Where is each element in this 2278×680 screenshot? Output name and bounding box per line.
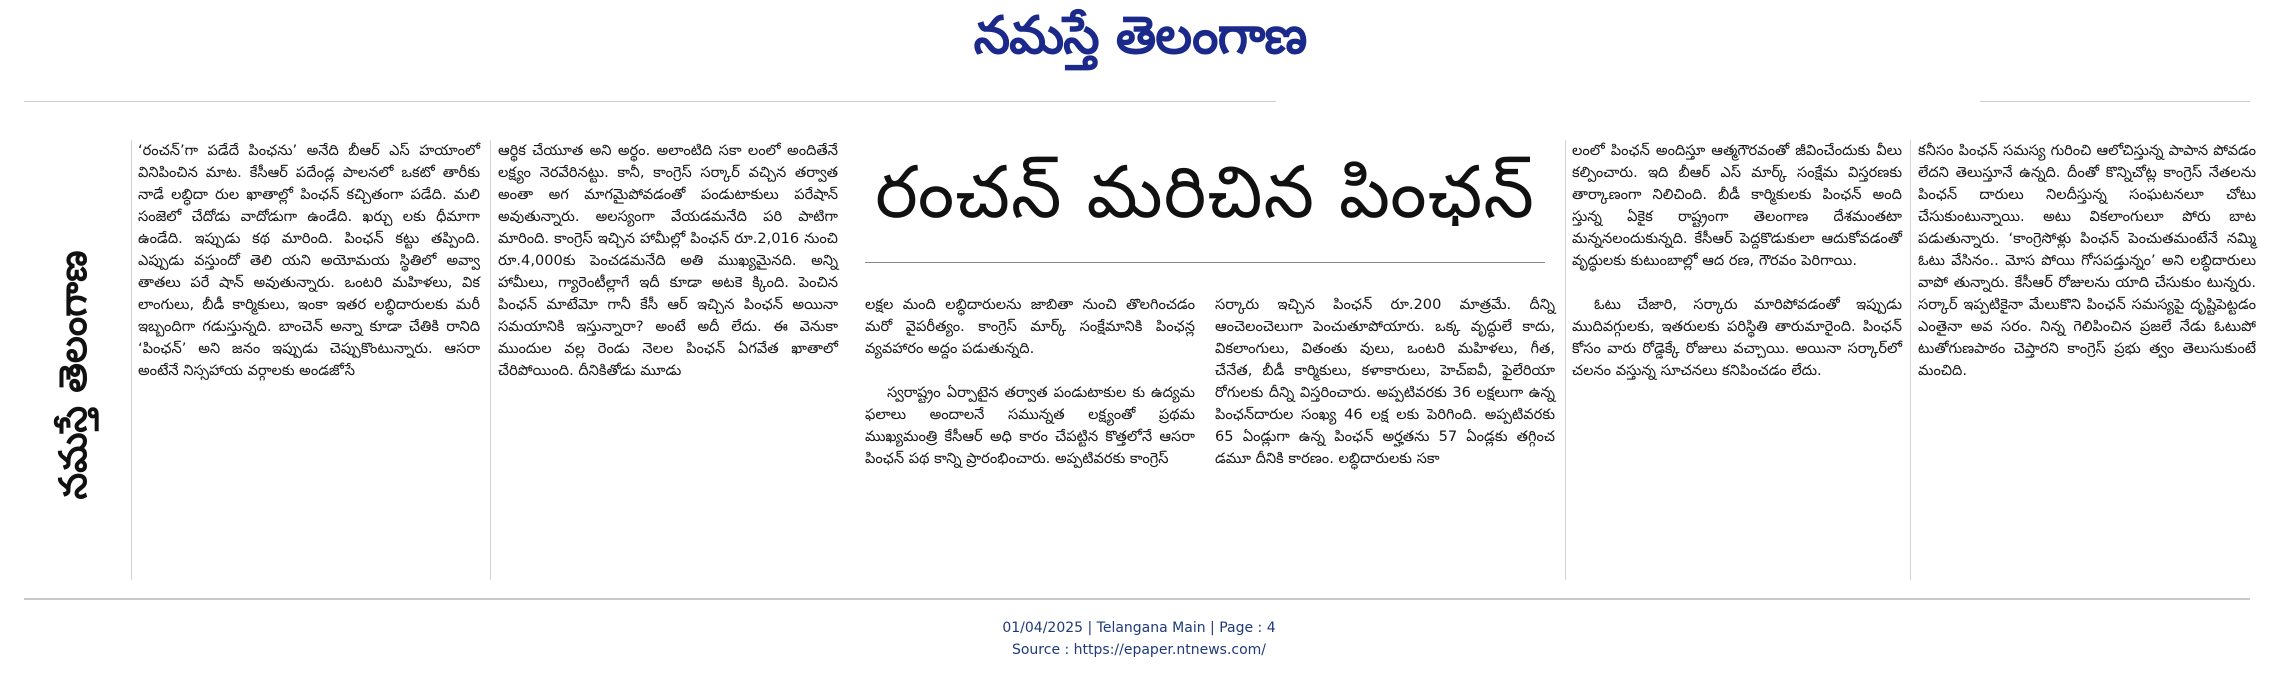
footer-date-edition: 01/04/2025 | Telangana Main | Page : 4: [1002, 620, 1276, 636]
article-column-6: [1918, 140, 2256, 404]
headline: రంచన్ మరిచిన పింఛన్: [875, 150, 1535, 234]
headline-rule: [865, 262, 1545, 263]
masthead-rule-right: [1980, 101, 2250, 102]
footer-rule: [24, 598, 2250, 600]
article-paragraph: స్వరాష్ట్రం ఏర్పాటైన తర్వాత పండుటాకుల కు ఉద్యమ ఫలాలు అందాలనే సమున్నత లక్ష్యంతో ప్రథమ ముఖ్యమంత్రి కేసీఆర్ అధి కారం చేపట్టిన కొత్తలోనే ఆసరా పింఛన్ పథ కాన్ని ప్రారంభించారు. అప్పటివరకు కాంగ్రెస్: [865, 384, 1195, 467]
footer-source[interactable]: Source : https://epaper.ntnews.com/: [1011, 642, 1267, 658]
column-divider: [131, 140, 132, 580]
masthead-rule-left: [24, 101, 1276, 102]
column-divider: [490, 140, 491, 580]
article-paragraph: ఓటు చేజారి, సర్కారు మారిపోవడంతో ఇప్పుడు ముదివగ్గులకు, ఇతరులకు పరిస్థితి తారుమారైంది. పింఛన్ కోసం వారు రోడ్డెక్కే రోజులు వచ్చాయి. అయినా సర్కార్‌లో చలనం వస్తున్న సూచనలు కనిపించడం లేదు.: [1572, 296, 1902, 379]
side-logo: [38, 225, 118, 525]
article-paragraph: లంలో పింఛన్ అందిస్తూ ఆత్మగౌరవంతో జీవించేందుకు వీలు కల్పించారు. ఇది బీఆర్ ఎస్ మార్క్ సంక్షేమ విస్తరణకు తార్కాణంగా నిలిచింది. బీడీ కార్మికులకు పింఛన్ అంది స్తున్న ఏకైక రాష్ట్రంగా తెలంగాణ దేశమంతటా మన్ననలందుకున్నది. కేసీఆర్ పెద్దకొడుకులా ఆదుకోవడంతో వృద్ధులకు కుటుంబాల్లో ఆద రణ, గౌరవం పెరిగాయి.: [1572, 142, 1902, 269]
side-logo-text: నమస్తే తెలంగాణ: [51, 250, 95, 500]
article-column-2: [498, 140, 838, 404]
article-paragraph: ఆర్థిక చేయూత అని అర్థం. అలాంటిది సకా లంలో అందితేనే లక్ష్యం నెరవేరినట్టు. కానీ, కాంగ్రెస్ సర్కార్ వచ్చిన తర్వాత అంతా అగ మాగమైపోవడంతో పండుటాకులు పరేషాన్ అవుతున్నారు. అలస్యంగా వేయడమనేది పరి పాటిగా మారింది. కాంగ్రెస్ ఇచ్చిన హామీల్లో పింఛన్ రూ.2,016 నుంచి రూ.4,000కు పెంచడమనేది అతి ముఖ్యమైనది. అన్ని హామీలు, గ్యారెంటీల్లాగే ఇదీ కూడా అటకె క్కింది. పెంచిన పింఛన్ మాటేమో గానీ కేసీ ఆర్ ఇచ్చిన పింఛన్ అయినా సమయానికి ఇస్తున్నారా? అంటే అదీ లేదు. ఈ వెనుకా ముందుల వల్ల రెండు నెలల పింఛన్ ఏగవేత ఖాతాలో చేరిపోయింది. దీనికితోడు మూడు: [498, 142, 838, 379]
article-column-1: [138, 140, 480, 404]
column-divider: [1910, 140, 1911, 580]
article-column-3: [865, 294, 1195, 492]
masthead-logo: నమస్తే తెలంగాణ: [973, 6, 1307, 66]
article-column-4: [1215, 294, 1555, 492]
article-paragraph: కనీసం పింఛన్ సమస్య గురించి ఆలోచిస్తున్న పాపాన పోవడం లేదని తెలుస్తూనే ఉన్నది. దీంతో కొన్నిచోట్ల కాంగ్రెస్ నేతలను పింఛన్ దారులు నిలదీస్తున్న సంఘటనలూ చోటు చేసుకుంటున్నాయి. అటు వికలాంగులూ పోరు బాట పడుతున్నారు. ‘కాంగ్రెసోళ్లు పింఛన్ పెంచుతమంటేనే నమ్మి ఓటు వేసినం.. మోస పోయి గోసపడ్తున్నం’ అని లబ్ధిదారులు వాపో తున్నారు. కేసీఆర్ రోజులను యాది చేసుకుం టున్నరు. సర్కార్ ఇప్పటికైనా మేలుకొని పింఛన్ సమస్యపై దృష్టిపెట్టడం ఎంతైనా అవ సరం. నిన్న గెలిపించిన ప్రజలే నేడు ఓటుపో టుతోగుణపాఠం చెప్తారని కాంగ్రెస్ ప్రభు త్వం తెలుసుకుంటే మంచిది.: [1918, 142, 2256, 379]
article-column-5: [1572, 140, 1902, 404]
article-paragraph: ‘రంచన్’గా పడేదే పింఛను’ అనేది బీఆర్ ఎస్ హయాంలో వినిపించిన మాట. కేసీఆర్ పదేండ్ల పాలనలో ఒకటో తారీకు నాడే లబ్ధిదా రుల ఖాతాల్లో పింఛన్ కచ్చితంగా పడేది. మలి సంజెలో చేదోడు వాదోడుగా ఉండేది. ఖర్చు లకు ధీమాగా ఉండేది. ఇప్పుడు కథ మారింది. పింఛన్ కట్టు తప్పింది. ఎప్పుడు వస్తుందో తెలి యని అయోమయ స్థితిలో అవ్వా తాతలు పరే షాన్ అవుతున్నారు. ఒంటరి మహిళలు, విక లాంగులు, బీడీ కార్మికులు, ఇంకా ఇతర లబ్ధిదారులకు మరీ ఇబ్బందిగా గడుస్తున్నది. బాంచెన్ అన్నా కూడా చేతికి రానిది ‘పింఛన్’ అని జనం ఇప్పుడు చెప్పుకొంటున్నారు. ఆసరా అంటేనే నిస్సహాయ వర్గాలకు అండజోసే: [138, 142, 480, 379]
article-paragraph: సర్కారు ఇచ్చిన పింఛన్ రూ.200 మాత్రమే. దీన్ని ఆంచెలంచెలుగా పెంచుతూపోయారు. ఒక్క వృద్ధులే కాదు, వికలాంగులు, వితంతు వులు, ఒంటరి మహిళలు, గీత, చేనేత, బీడీ కార్మికులు, కళాకారులు, హెచ్ఐవీ, ఫైలేరియా రోగులకు దీన్ని విస్తరించారు. అప్పటివరకు 36 లక్షలుగా ఉన్న పింఛన్‌దారుల సంఖ్య 46 లక్ష లకు పెరిగింది. అప్పటివరకు 65 ఏండ్లుగా ఉన్న పింఛన్ అర్హతను 57 ఏండ్లకు తగ్గించ డమూ దీనికి కారణం. లబ్ధిదారులకు సకా: [1215, 296, 1555, 467]
article-paragraph: లక్షల మంది లబ్ధిదారులను జాబితా నుంచి తొలగించడం మరో వైపరీత్యం. కాంగ్రెస్ మార్క్ సంక్షేమానికి పింఛన్ల వ్యవహారం అద్దం పడుతున్నది.: [865, 296, 1195, 357]
column-divider: [1565, 140, 1566, 580]
